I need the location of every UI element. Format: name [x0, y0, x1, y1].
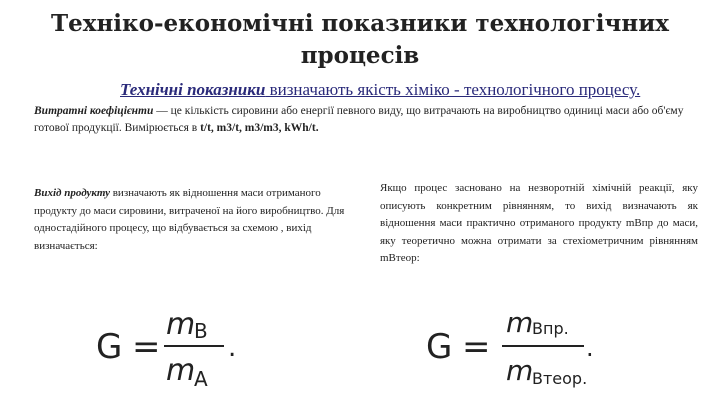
intro-paragraph	[34, 103, 700, 137]
left-text: визначають як відношення маси отриманого продукту до маси сировини, витраченої на його виробництво. Для одностадійного процесу, що відбувається за схемою , вихід визначається:	[34, 187, 345, 252]
subtitle-lead: Технічні показники	[120, 80, 266, 99]
formula-right-den-sub: Втеор.	[532, 369, 588, 388]
left-paragraph	[34, 185, 350, 255]
intro-term: Витратні коефіцієнти	[34, 105, 154, 117]
formula-left-dot: .	[228, 333, 237, 363]
slide-title: Техніко-економічні показники технологічних процесів	[51, 10, 669, 69]
formula-right-eq: =	[462, 327, 491, 367]
formula-right-num-sub: Впр.	[532, 319, 569, 338]
intro-text: — це кількість сировини або енергії певного виду, що витрачають на виробництво одиниці маси або об'єму готової продукції. Вимірюється в	[34, 105, 684, 134]
formula-right-num-var: m	[506, 306, 534, 339]
subtitle-rest: визначають якість хіміко - технологічного процесу.	[265, 80, 641, 99]
formula-right-lhs: G	[426, 327, 453, 367]
formula-left-num-var: m	[166, 307, 196, 342]
formula-left-den-sub: A	[194, 367, 208, 391]
formula-right-den-var: m	[506, 354, 534, 387]
formula-right-dot: .	[586, 334, 594, 362]
right-paragraph: Якщо процес засновано на незворотній хімічній реакції, яку описують конкретним рівнянням, то вихід визначають як відношення маси практично отриманого продукту mВпр до маси, яку теоретично можна отримати за стехіометричним рівнянням mВтеор:	[380, 182, 698, 264]
formula-left-num-sub: B	[194, 319, 208, 343]
intro-units: t/t, m3/t, m3/m3, kWh/t.	[200, 122, 319, 134]
formula-right	[420, 300, 620, 400]
formula-left-lhs: G	[96, 327, 123, 367]
left-term: Вихід продукту	[34, 187, 110, 199]
formula-left-eq: =	[132, 327, 161, 367]
slide-subtitle	[120, 80, 680, 100]
formula-left-den-var: m	[166, 353, 196, 388]
formula-left	[90, 300, 250, 400]
